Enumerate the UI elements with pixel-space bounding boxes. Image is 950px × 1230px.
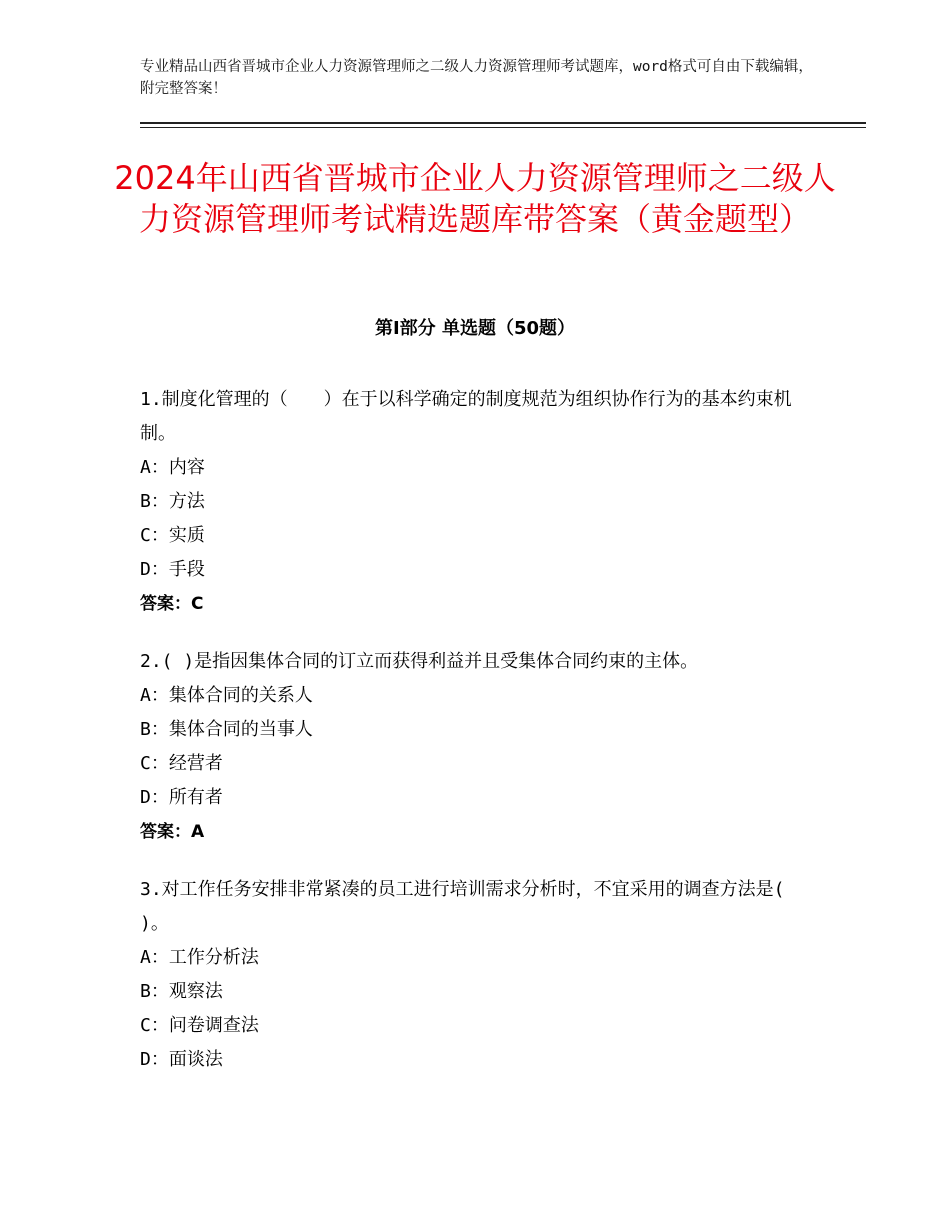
option-a: A：工作分析法 <box>140 947 259 968</box>
question-3 <box>140 873 810 1077</box>
section-title: 第Ⅰ部分 单选题（50题） <box>374 318 575 339</box>
question-stem: 1.制度化管理的（ ）在于以科学确定的制度规范为组织协作行为的基本约束机制。 <box>140 389 792 444</box>
option-d: D：所有者 <box>140 787 223 808</box>
question-stem: 2.( )是指因集体合同的订立而获得利益并且受集体合同约束的主体。 <box>140 651 699 672</box>
option-b: B：观察法 <box>140 981 223 1002</box>
option-a: A：集体合同的关系人 <box>140 685 313 706</box>
option-d: D：面谈法 <box>140 1049 223 1070</box>
header-rule-thin <box>140 127 866 128</box>
option-d: D：手段 <box>140 559 205 580</box>
option-b: B：方法 <box>140 491 205 512</box>
document-title: 2024年山西省晋城市企业人力资源管理师之二级人力资源管理师考试精选题库带答案（黄金题型） <box>114 159 836 238</box>
header-rule-thick <box>140 122 866 124</box>
option-b: B：集体合同的当事人 <box>140 719 313 740</box>
question-list <box>140 383 810 1101</box>
question-1 <box>140 383 810 621</box>
answer: 答案：C <box>140 594 204 614</box>
option-c: C：问卷调查法 <box>140 1015 259 1036</box>
question-stem: 3.对工作任务安排非常紧凑的员工进行培训需求分析时，不宜采用的调查方法是( )。 <box>140 879 785 934</box>
answer: 答案：A <box>140 822 205 842</box>
option-a: A：内容 <box>140 457 205 478</box>
option-c: C：经营者 <box>140 753 223 774</box>
header-note: 专业精品山西省晋城市企业人力资源管理师之二级人力资源管理师考试题库，word格式可自由下载编辑，附完整答案！ <box>140 59 813 97</box>
question-2 <box>140 645 810 849</box>
option-c: C：实质 <box>140 525 205 546</box>
